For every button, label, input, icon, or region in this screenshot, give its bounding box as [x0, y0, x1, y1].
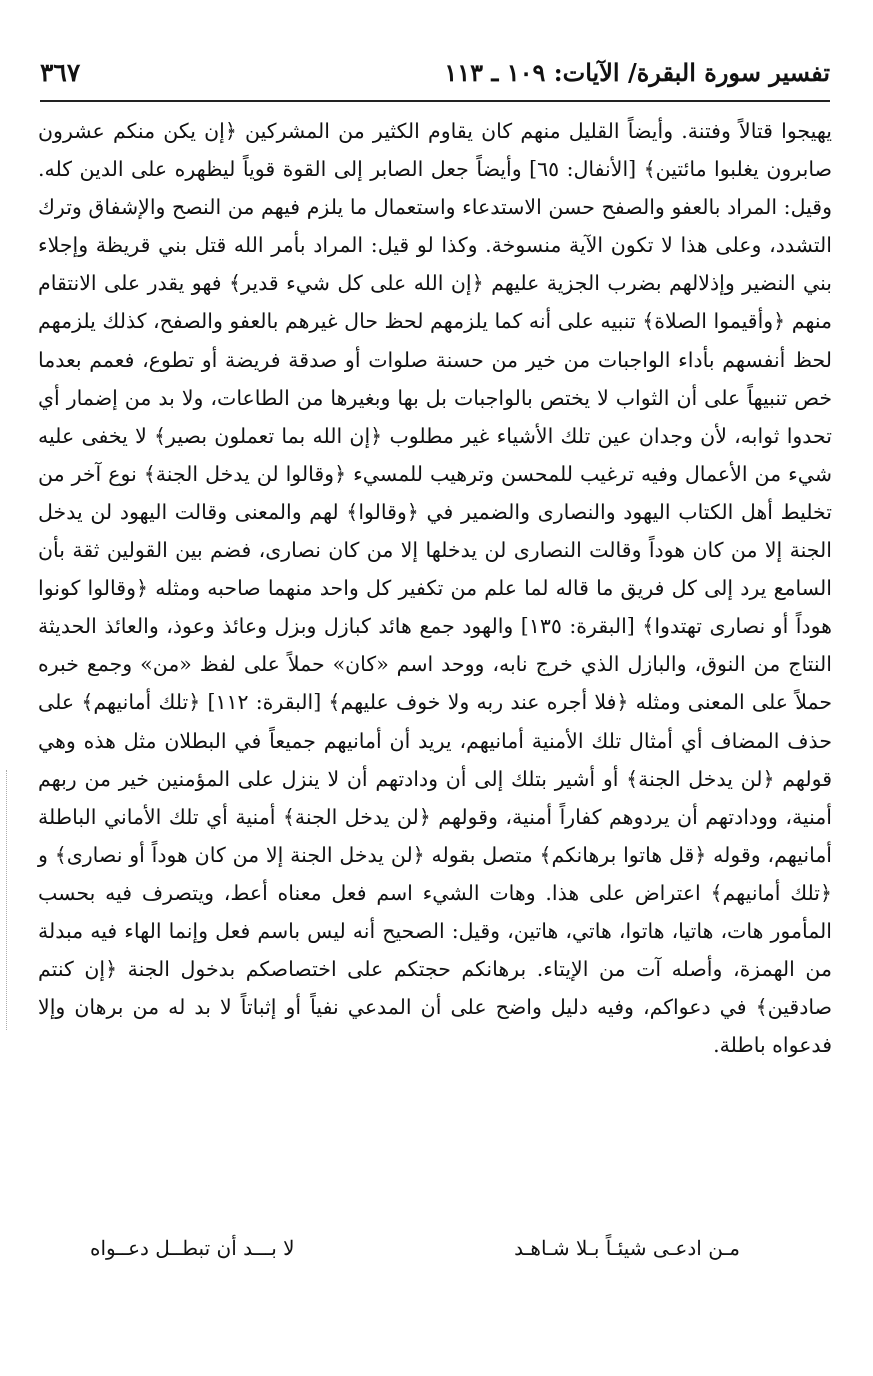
- body-text: [38, 112, 832, 1064]
- margin-scan-artifact: [6, 770, 9, 1030]
- verse-first-hemistich: مـن ادعـى شيئـاً بـلا شـاهـد: [514, 1236, 740, 1260]
- page-header: [40, 58, 830, 94]
- page-number: ٣٦٧: [40, 58, 81, 87]
- header-divider: [40, 100, 830, 102]
- tafsir-paragraph: يهيجوا قتالاً وفتنة. وأيضاً القليل منهم كان يقاوم الكثير من المشركين ﴿إن يكن منكم عشرون صابرون يغلبوا مائتين﴾ [الأنفال: ٦٥] وأيضاً جعل الصابر إلى القوة قوياً ليظهره على الدين كله. وقيل: المراد بالعفو والصفح حسن الاستدعاء واستعمال ما يلزم فيهم من النصح والإشفاق وترك التشدد، وعلى هذا لا تكون الآية منسوخة. وكذا لو قيل: المراد بأمر الله قتل بني قريظة وإجلاء بني النضير وإذلالهم بضرب الجزية عليهم ﴿إن الله على كل شيء قدير﴾ فهو يقدر على الانتقام منهم ﴿وأقيموا الصلاة﴾ تنبيه على أنه كما يلزمهم لحظ حال غيرهم بالعفو والصفح، كذلك يلزمهم لحظ أنفسهم بأداء الواجبات من خير من حسنة صلوات أو صدقة فريضة أو تطوع، فعمم بعدما خص تنبيهاً على أن الثواب لا يختص بالواجبات بل بها وبغيرها من الطاعات، ولا بد من إضمار أي تحدوا ثوابه، لأن وجدان عين تلك الأشياء غير مطلوب ﴿إن الله بما تعملون بصير﴾ لا يخفى عليه شيء من الأعمال وفيه ترغيب للمحسن وترهيب للمسيء ﴿وقالوا لن يدخل الجنة﴾ نوع آخر من تخليط أهل الكتاب اليهود والنصارى والضمير في ﴿وقالوا﴾ لهم والمعنى وقالت اليهود لن يدخل الجنة إلا من كان هوداً وقالت النصارى لن يدخلها إلا من كان نصارى، فضم بين القولين ثقة بأن السامع يرد إلى كل فريق ما قاله لما علم من تكفير كل واحد منهما صاحبه ومثله ﴿وقالوا كونوا هوداً أو نصارى تهتدوا﴾ [البقرة: ١٣٥] والهود جمع هائد كبازل وبزل وعائذ وعوذ، والعائذ الحديثة النتاج من النوق، والبازل الذي خرج نابه، ووحد اسم «كان» حملاً على لفظ «من» وجمع خبره حملاً على المعنى ومثله ﴿فلا أجره عند ربه ولا خوف عليهم﴾ [البقرة: ١١٢] ﴿تلك أمانيهم﴾ على حذف المضاف أي أمثال تلك الأمنية أمانيهم، يريد أن أمانيهم جميعاً في البطلان مثل هذه وهي قولهم ﴿لن يدخل الجنة﴾ أو أشير بتلك إلى أن ودادتهم أن لا ينزل على المؤمنين خير من ربهم أمنية، وودادتهم أن يردوهم كفاراً أمنية، وقولهم ﴿لن يدخل الجنة﴾ أمنية أي تلك الأماني الباطلة أمانيهم، وقوله ﴿قل هاتوا برهانكم﴾ متصل بقوله ﴿لن يدخل الجنة إلا من كان هوداً أو نصارى﴾ و ﴿تلك أمانيهم﴾ اعتراض على هذا. وهات الشيء اسم فعل معناه أعط، ويتصرف فيه بحسب المأمور هات، هاتيا، هاتوا، هاتي، هاتين، وقيل: الصحيح أنه ليس باسم فعل وإنما الهاء فيه مبدلة من الهمزة، وأصله آت من الإيتاء. برهانكم حجتكم على اختصاصكم بدخول الجنة ﴿إن كنتم صادقين﴾ في دعواكم، وفيه دليل واضح على أن المدعي نفياً أو إثباتاً لا بد له من برهان وإلا فدعواه باطلة.: [38, 119, 832, 1058]
- running-title: تفسير سورة البقرة/ الآيات: ١٠٩ ـ ١١٣: [444, 58, 830, 87]
- verse-second-hemistich: لا بـــد أن تبطــل دعــواه: [90, 1236, 295, 1260]
- poetry-verse: [90, 1236, 740, 1276]
